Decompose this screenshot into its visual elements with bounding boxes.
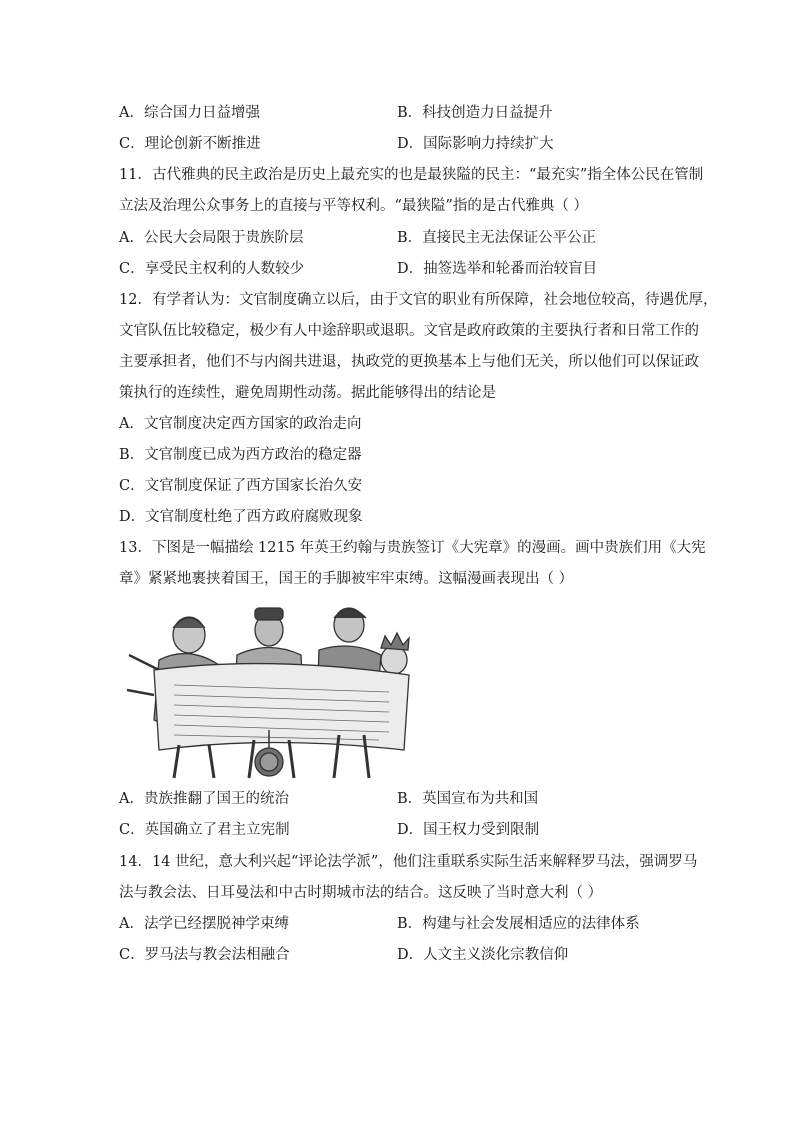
q11-stem-line2: 立法及治理公众事务上的直接与平等权利。“最狭隘”指的是古代雅典（ ）	[119, 198, 588, 214]
q12-stem-line1: 12．有学者认为：文官制度确立以后，由于文官的职业有所保障，社会地位较高，待遇优厚，	[119, 292, 718, 308]
q14-option-c: C．罗马法与教会法相融合	[119, 947, 290, 963]
q10-option-c: C．理论创新不断推进	[119, 136, 261, 152]
q10-option-b: B．科技创造力日益提升	[397, 105, 553, 121]
q12-stem-line4: 策执行的连续性，避免周期性动荡。据此能够得出的结论是	[119, 385, 496, 401]
q12-stem-line2: 文官队伍比较稳定，极少有人中途辞职或退职。文官是政府政策的主要执行者和日常工作的	[119, 323, 699, 339]
q13-option-d: D．国王权力受到限制	[397, 822, 540, 838]
q12-option-d: D．文官制度杜绝了西方政府腐败现象	[119, 509, 363, 525]
q14-option-a: A．法学已经摆脱神学束缚	[119, 916, 289, 932]
q12-option-c: C．文官制度保证了西方国家长治久安	[119, 478, 363, 494]
q13-stem-line1: 13．下图是一幅描绘 1215 年英王约翰与贵族签订《大宪章》的漫画。画中贵族们用《大宪	[119, 540, 706, 556]
q13-option-b: B．英国宣布为共和国	[397, 791, 539, 807]
q10-option-a: A．综合国力日益增强	[119, 105, 260, 121]
q14-stem-line2: 法与教会法、日耳曼法和中古时期城市法的结合。这反映了当时意大利（ ）	[119, 885, 603, 901]
q11-option-c: C．享受民主权利的人数较少	[119, 261, 305, 277]
q13-stem-line2: 章》紧紧地裹挟着国王，国王的手脚被牢牢束缚。这幅漫画表现出（ ）	[119, 571, 574, 587]
q11-option-a: A．公民大会局限于贵族阶层	[119, 230, 304, 246]
magna-carta-cartoon-image	[119, 600, 424, 780]
q12-stem-line3: 主要承担者，他们不与内阁共进退，执政党的更换基本上与他们无关，所以他们可以保证政	[119, 354, 699, 370]
q10-option-d: D．国际影响力持续扩大	[397, 136, 554, 152]
q12-option-b: B．文官制度已成为西方政治的稳定器	[119, 447, 362, 463]
q11-stem-line1: 11．古代雅典的民主政治是历史上最充实的也是最狭隘的民主：“最充实”指全体公民在管制	[119, 167, 704, 183]
q14-option-b: B．构建与社会发展相适应的法律体系	[397, 916, 640, 932]
q13-option-c: C．英国确立了君主立宪制	[119, 822, 290, 838]
q14-option-d: D．人文主义淡化宗教信仰	[397, 947, 569, 963]
q11-option-d: D．抽签选举和轮番而治较盲目	[397, 261, 598, 277]
q13-option-a: A．贵族推翻了国王的统治	[119, 791, 289, 807]
q14-stem-line1: 14．14 世纪，意大利兴起“评论法学派”，他们注重联系实际生活来解释罗马法，强调罗马	[119, 854, 698, 870]
q12-option-a: A．文官制度决定西方国家的政治走向	[119, 416, 362, 432]
q11-option-b: B．直接民主无法保证公平公正	[397, 230, 597, 246]
